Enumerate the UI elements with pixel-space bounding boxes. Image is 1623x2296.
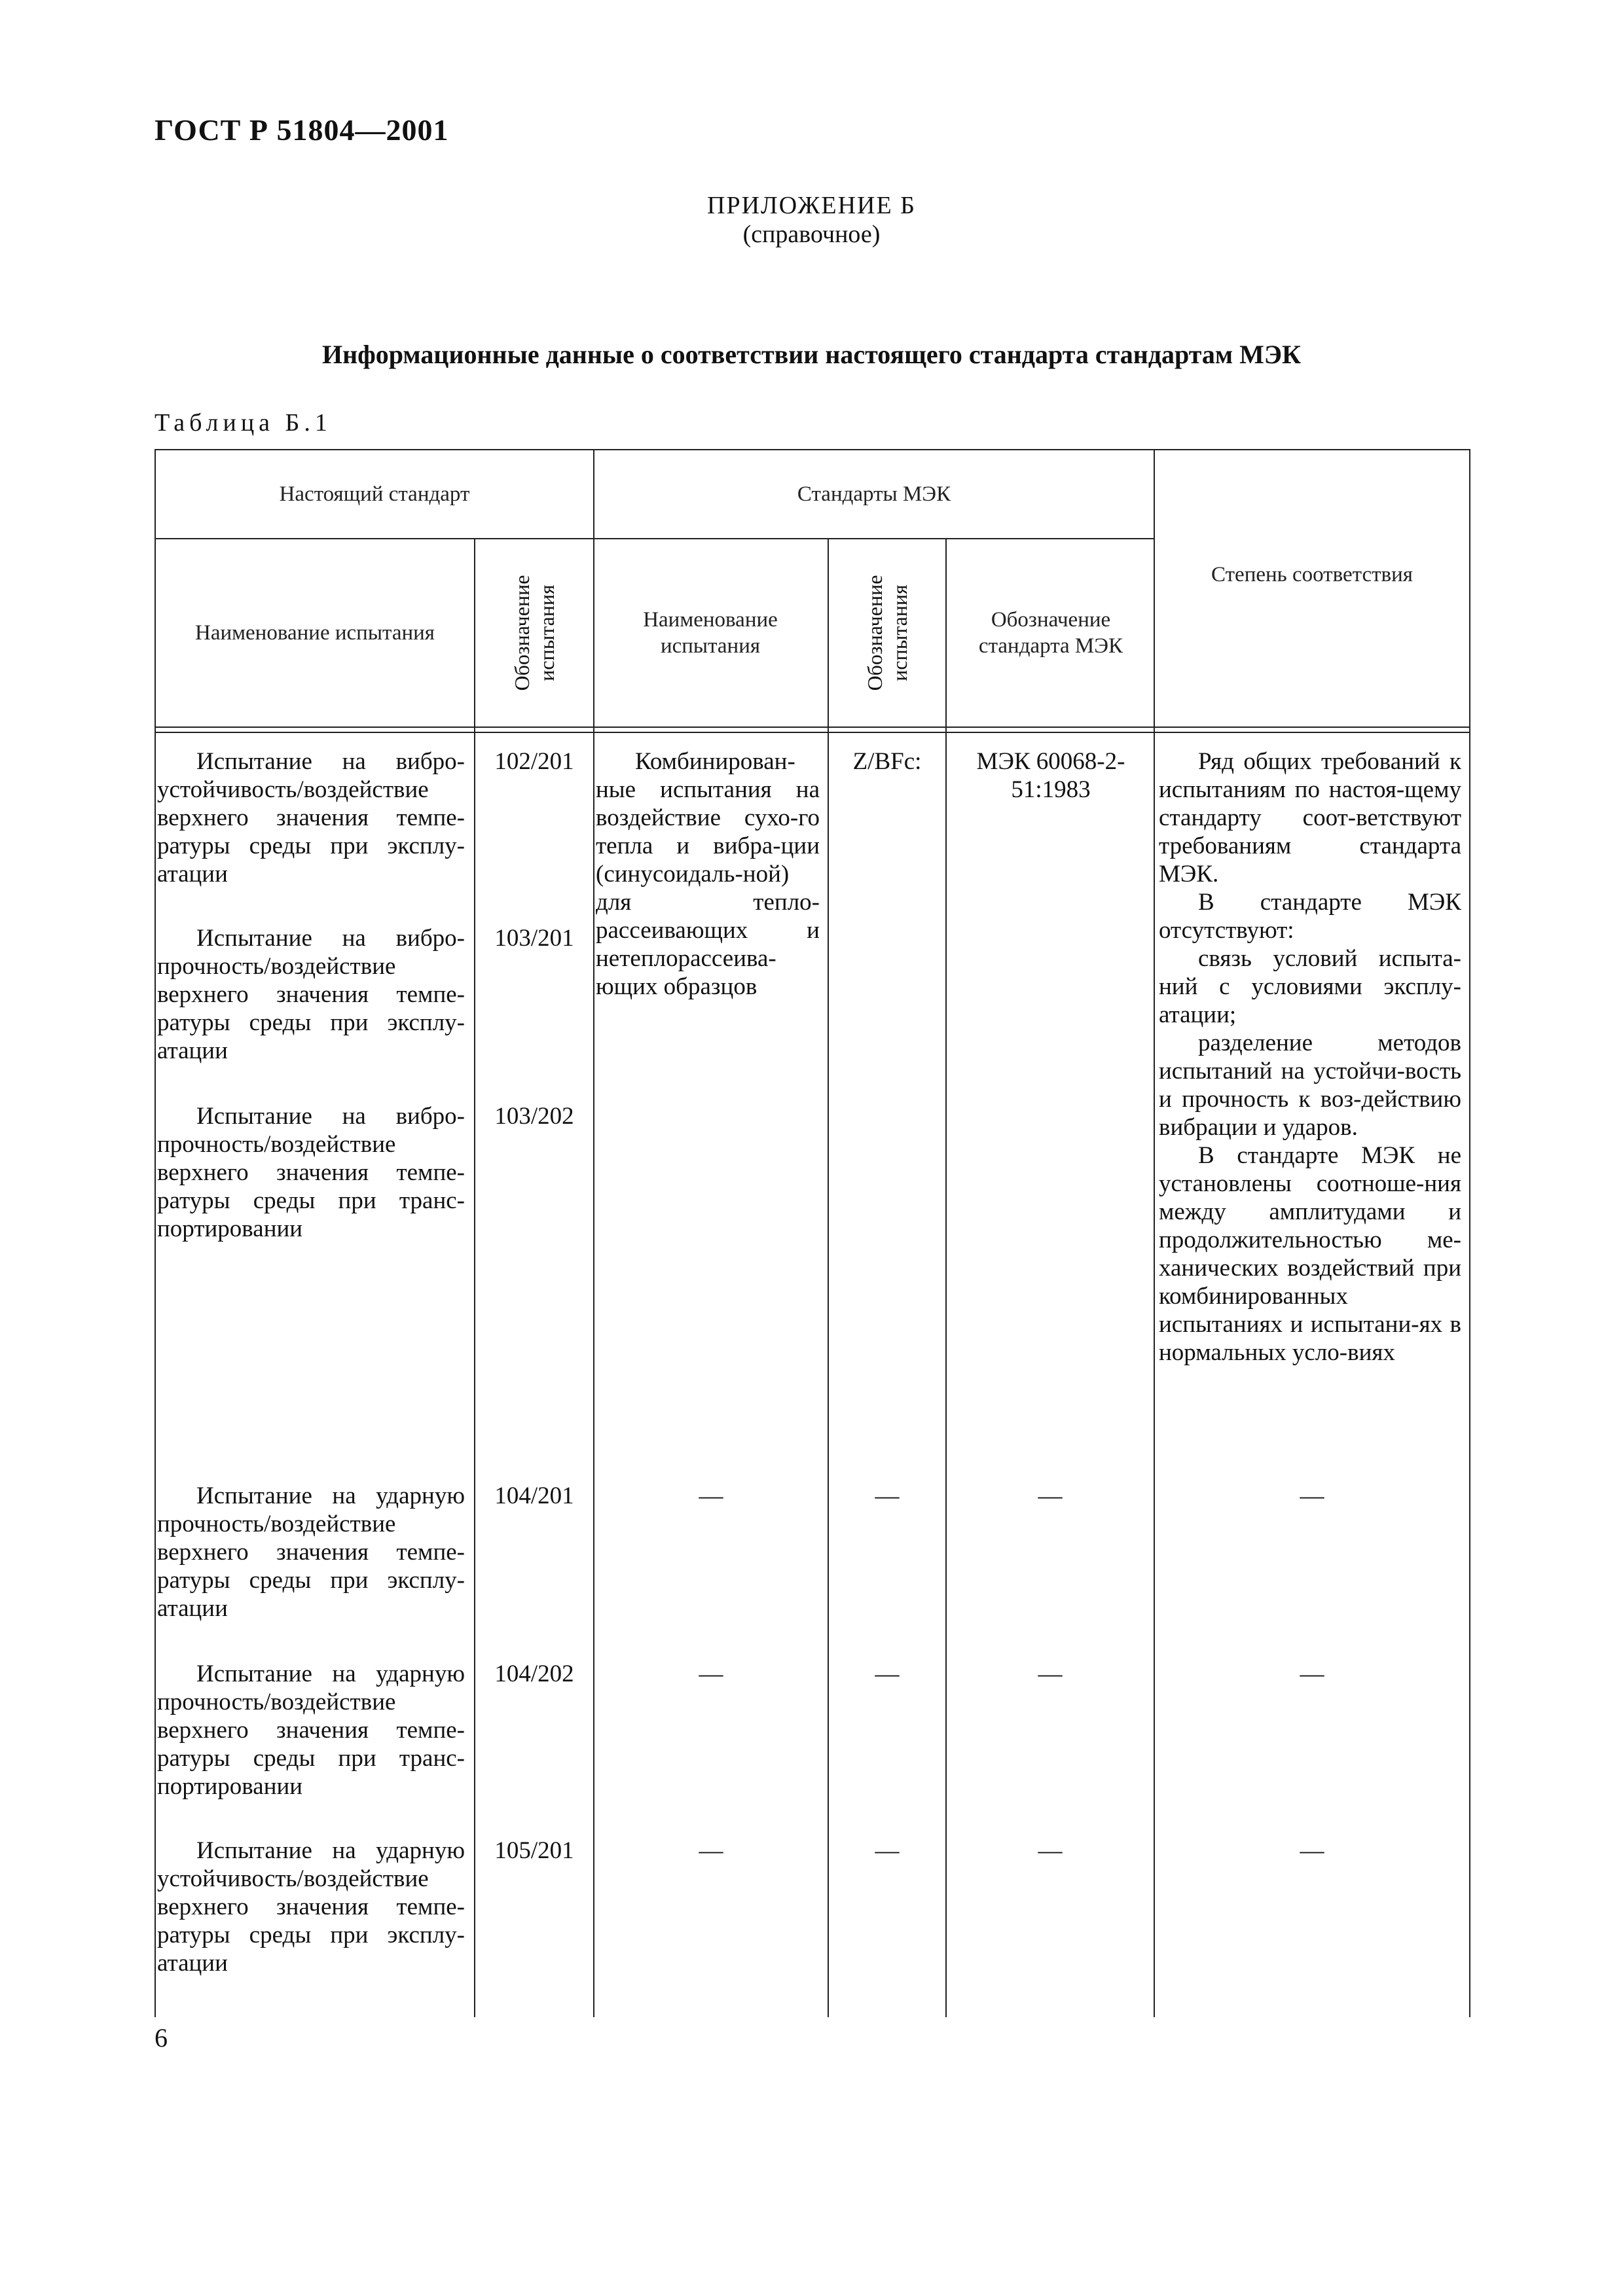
appendix-title: ПРИЛОЖЕНИЕ Б	[707, 192, 916, 219]
document-code: ГОСТ Р 51804—2001	[155, 113, 449, 147]
section-heading: Информационные данные о соответствии настоящего стандарта стандартам МЭК	[321, 340, 1302, 369]
iec-test-name-cell: —	[699, 1837, 723, 1864]
header-conformity: Степень соответствия	[1211, 563, 1413, 586]
test-code-cell: 104/202	[494, 1660, 574, 1687]
test-code-cell: 103/201	[494, 925, 574, 952]
iec-test-name-cell: —	[699, 1482, 723, 1509]
table-right-border	[1469, 449, 1470, 2017]
iec-test-name-cell: —	[699, 1660, 723, 1687]
header-iec-test-name: Наименование испытания	[643, 608, 778, 658]
iec-standard-cell: —	[1038, 1837, 1063, 1864]
conformity-cell: —	[1300, 1660, 1324, 1687]
header-iec-standard-designation: Обозначение стандарта МЭК	[978, 608, 1123, 658]
header-test-name: Наименование испытания	[195, 621, 435, 645]
test-code-cell: 102/201	[494, 748, 574, 775]
header-bottom-rule-2	[155, 732, 1470, 733]
test-name-cell: Испытание на ударную устойчивость/воздействие верхнего значения темпе-ратуры среды при эксплу-атации	[157, 1837, 465, 1977]
conformity-paragraph: В стандарте МЭК не установлены соотноше-ния между амплитудами и продолжительностью ме-ханических воздействий при комбинированных испытаниях и испытани-ях в нормальных усло-виях	[1159, 1142, 1461, 1366]
iec-test-designation-cell: —	[875, 1482, 900, 1509]
header-current-standard: Настоящий стандарт	[279, 482, 470, 506]
header-bottom-rule-1	[155, 726, 1470, 728]
col-divider-4	[945, 538, 947, 2017]
iec-test-designation-cell: Z/BFc:	[852, 748, 922, 775]
header-test-designation: Обозначение испытания	[510, 575, 558, 691]
iec-standard-cell: —	[1038, 1482, 1063, 1509]
test-name-cell: Испытание на ударную прочность/воздействие верхнего значения темпе-ратуры среды при эксплу-атации	[157, 1482, 465, 1622]
conformity-cell: —	[1300, 1482, 1324, 1509]
table-caption: Таблица Б.1	[155, 409, 332, 437]
appendix-subtitle: (справочное)	[742, 221, 881, 248]
iec-standard-cell: —	[1038, 1660, 1063, 1687]
conformity-paragraph: В стандарте МЭК отсутствуют:	[1159, 889, 1461, 944]
conformity-paragraph: Ряд общих требований к испытаниям по настоя-щему стандарту соот-ветствуют требованиям стандарта МЭК.	[1159, 748, 1461, 888]
test-name-cell: Испытание на вибро-прочность/воздействие верхнего значения темпе-ратуры среды при транс-портировании	[157, 1103, 465, 1242]
conformity-cell	[1159, 747, 1461, 1367]
test-code-cell: 105/201	[494, 1837, 574, 1864]
conformity-paragraph: связь условий испыта-ний с условиями эксплу-атации;	[1159, 945, 1461, 1028]
test-name-cell: Испытание на ударную прочность/воздействие верхнего значения темпе-ратуры среды при транс-портировании	[157, 1660, 465, 1800]
conformity-paragraph: разделение методов испытаний на устойчи-вость и прочность к воз-действию вибрации и ударов.	[1159, 1030, 1461, 1141]
iec-standard-cell: МЭК 60068-2-51:1983	[976, 748, 1125, 803]
test-name-cell: Испытание на вибро-устойчивость/воздействие верхнего значения темпе-ратуры среды при эксплу-атации	[157, 748, 465, 888]
conformity-cell: —	[1300, 1837, 1324, 1864]
header-iec-test-designation: Обозначение испытания	[863, 575, 911, 691]
page-number: 6	[155, 2023, 168, 2053]
test-name-cell: Испытание на вибро-прочность/воздействие верхнего значения темпе-ратуры среды при эксплу-атации	[157, 925, 465, 1064]
iec-test-name-cell: Комбинирован-ные испытания на воздействие сухо-го тепла и вибра-ции (синусоидаль-ной) для тепло-рассеивающих и нетеплорассеива-ющих образцов	[596, 748, 820, 1000]
test-code-cell: 103/202	[494, 1103, 574, 1130]
test-code-cell: 104/201	[494, 1482, 574, 1509]
header-iec-standards: Стандарты МЭК	[797, 482, 951, 506]
iec-test-designation-cell: —	[875, 1837, 900, 1864]
iec-test-designation-cell: —	[875, 1660, 900, 1687]
col-divider-2	[593, 449, 594, 2017]
